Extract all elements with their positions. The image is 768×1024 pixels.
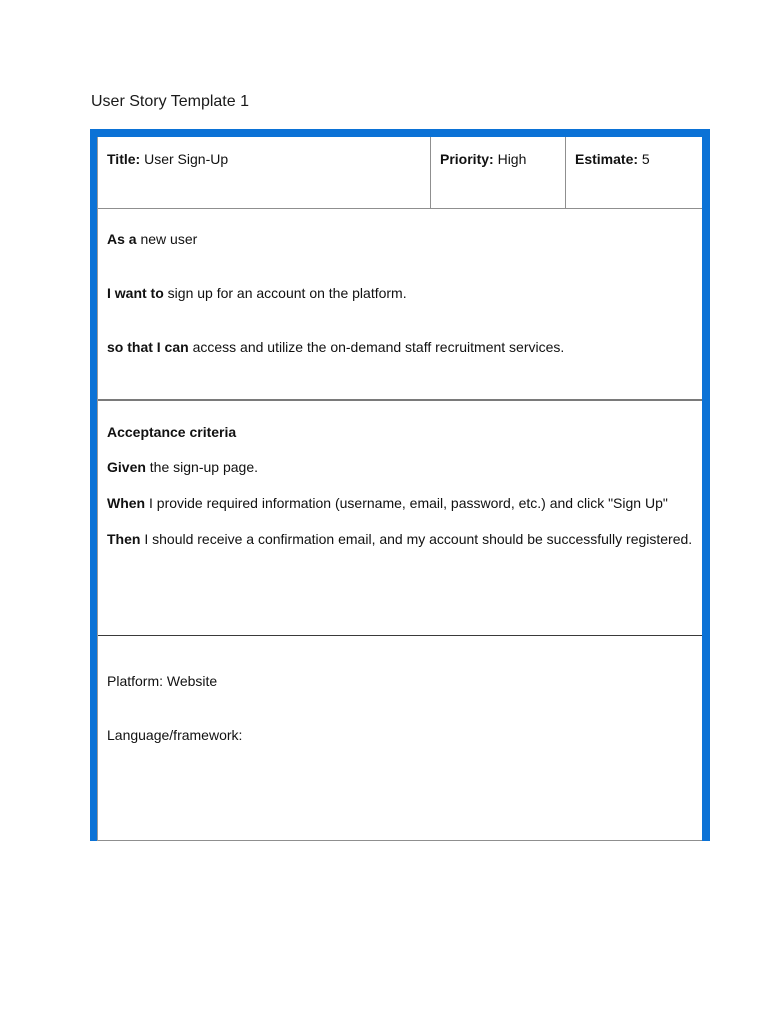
technical-details-row bbox=[98, 636, 702, 841]
when-value: I provide required information (username, email, password, etc.) and click "Sign Up" bbox=[149, 495, 668, 511]
estimate-label: Estimate: bbox=[575, 151, 639, 167]
language-framework-line: Language/framework: bbox=[107, 727, 243, 743]
as-a-value: new user bbox=[140, 231, 198, 247]
when-line bbox=[107, 495, 693, 512]
story-statement-row bbox=[98, 209, 702, 401]
i-want-line bbox=[107, 285, 693, 302]
acceptance-criteria-label: Acceptance criteria bbox=[107, 424, 237, 440]
title-value: User Sign-Up bbox=[144, 151, 229, 167]
given-line bbox=[107, 459, 693, 476]
given-label: Given bbox=[107, 459, 146, 475]
so-that-line bbox=[107, 339, 693, 356]
priority-value: High bbox=[497, 151, 527, 167]
platform-line: Platform: Website bbox=[107, 673, 218, 689]
then-value: I should receive a confirmation email, and my account should be successfully registered. bbox=[144, 531, 693, 547]
as-a-label: As a bbox=[107, 231, 137, 247]
user-story-card-body bbox=[97, 137, 702, 841]
so-that-value: access and utilize the on-demand staff recruitment services. bbox=[192, 339, 565, 355]
then-label: Then bbox=[107, 531, 141, 547]
then-line bbox=[107, 531, 693, 548]
i-want-label: I want to bbox=[107, 285, 164, 301]
acceptance-criteria-row bbox=[98, 401, 702, 636]
story-header-row bbox=[98, 137, 702, 209]
document-heading: User Story Template 1 bbox=[91, 93, 249, 110]
estimate-value: 5 bbox=[641, 151, 650, 167]
as-a-line bbox=[107, 231, 693, 248]
so-that-label: so that I can bbox=[107, 339, 189, 355]
i-want-value: sign up for an account on the platform. bbox=[167, 285, 407, 301]
title-cell bbox=[98, 137, 431, 208]
when-label: When bbox=[107, 495, 146, 511]
title-label: Title: bbox=[107, 151, 141, 167]
user-story-card bbox=[90, 129, 710, 841]
acceptance-criteria-heading bbox=[107, 424, 693, 441]
given-value: the sign-up page. bbox=[149, 459, 258, 475]
priority-cell bbox=[431, 137, 566, 208]
priority-label: Priority: bbox=[440, 151, 494, 167]
estimate-cell bbox=[566, 137, 702, 208]
